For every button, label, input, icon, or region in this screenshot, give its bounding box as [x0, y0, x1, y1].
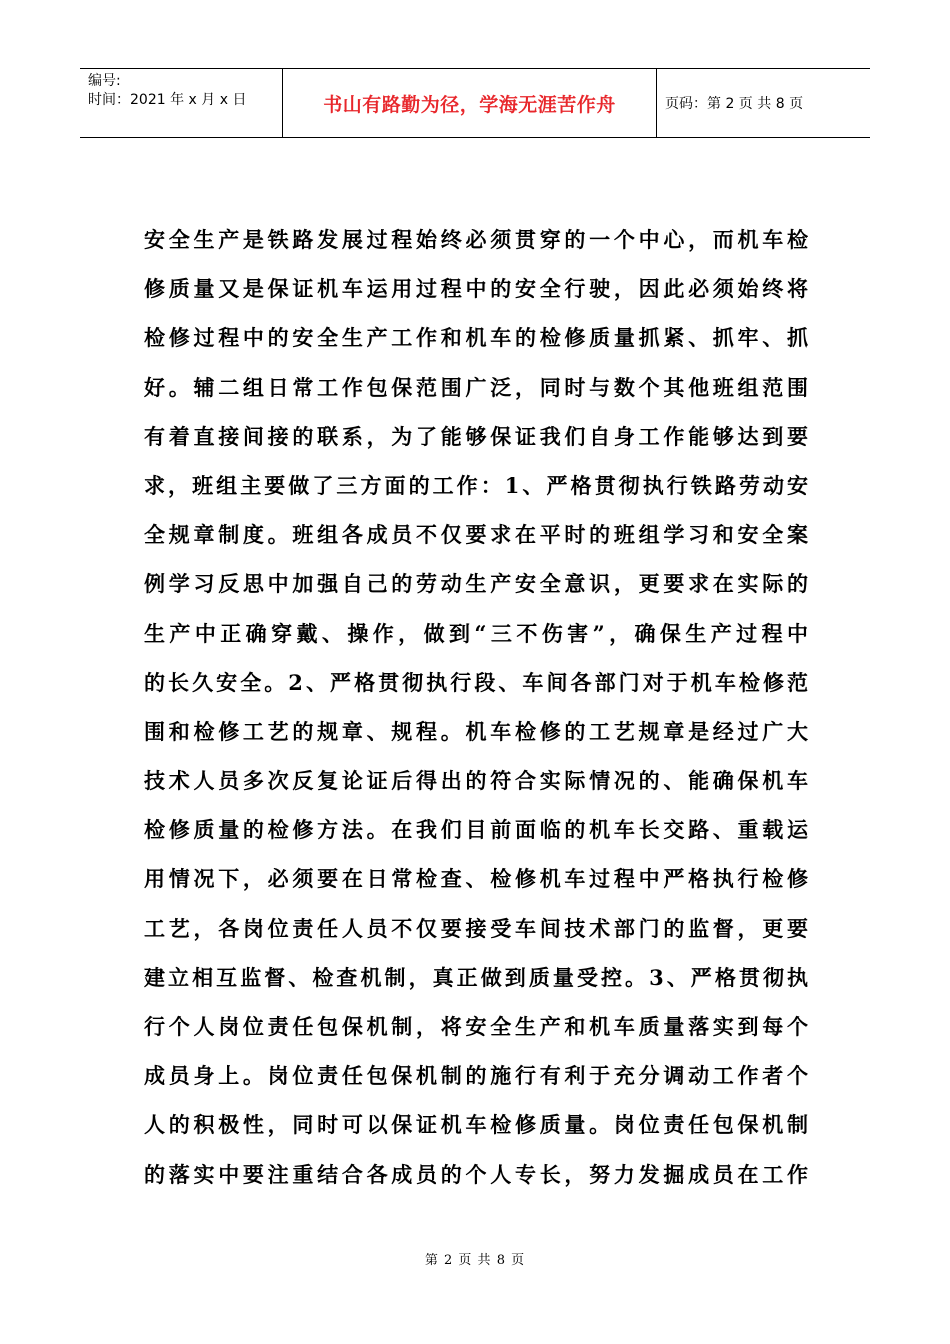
body-line: 建立相互监督、检查机制，真正做到质量受控。3、严格贯彻执 [144, 964, 808, 990]
body-line: 检修质量的检修方法。在我们目前面临的机车长交路、重载运 [144, 817, 808, 843]
header-motto: 书山有路勤为径，学海无涯苦作舟 [283, 69, 657, 137]
document-body [144, 215, 808, 1199]
body-line: 的落实中要注重结合各成员的个人专长，努力发掘成员在工作 [144, 1161, 808, 1187]
body-line: 生产中正确穿戴、操作，做到“三不伤害”，确保生产过程中 [144, 620, 808, 646]
body-line: 好。辅二组日常工作包保范围广泛，同时与数个其他班组范围 [144, 374, 808, 400]
document-number-label: 编号: [88, 73, 121, 89]
header-meta [80, 69, 283, 137]
body-line: 检修过程中的安全生产工作和机车的检修质量抓紧、抓牢、抓 [144, 325, 808, 351]
body-line: 技术人员多次反复论证后得出的符合实际情况的、能确保机车 [144, 768, 808, 794]
body-line: 工艺，各岗位责任人员不仅要接受车间技术部门的监督，更要 [144, 915, 808, 941]
body-line: 的长久安全。2、严格贯彻执行段、车间各部门对于机车检修范 [144, 669, 808, 695]
document-date: 时间：2021 年 x 月 x 日 [88, 92, 247, 108]
header-page-code: 页码：第 2 页 共 8 页 [665, 96, 804, 112]
body-line: 修质量又是保证机车运用过程中的安全行驶，因此必须始终将 [144, 276, 808, 302]
body-line: 求，班组主要做了三方面的工作：1、严格贯彻执行铁路劳动安 [144, 472, 808, 498]
body-line: 全规章制度。班组各成员不仅要求在平时的班组学习和安全案 [144, 522, 808, 548]
body-line: 行个人岗位责任包保机制，将安全生产和机车质量落实到每个 [144, 1014, 808, 1039]
body-line: 有着直接间接的联系，为了能够保证我们自身工作能够达到要 [144, 423, 808, 449]
body-line: 用情况下，必须要在日常检查、检修机车过程中严格执行检修 [144, 866, 808, 892]
body-line: 围和检修工艺的规章、规程。机车检修的工艺规章是经过广大 [144, 718, 808, 744]
body-line: 例学习反思中加强自己的劳动生产安全意识，更要求在实际的 [144, 571, 808, 597]
body-line: 成员身上。岗位责任包保机制的施行有利于充分调动工作者个 [144, 1063, 808, 1089]
page-header [80, 68, 870, 138]
page-footer: 第 2 页 共 8 页 [424, 1253, 526, 1268]
body-line: 人的积极性，同时可以保证机车检修质量。岗位责任包保机制 [144, 1112, 808, 1138]
body-line: 安全生产是铁路发展过程始终必须贯穿的一个中心，而机车检 [144, 227, 808, 252]
